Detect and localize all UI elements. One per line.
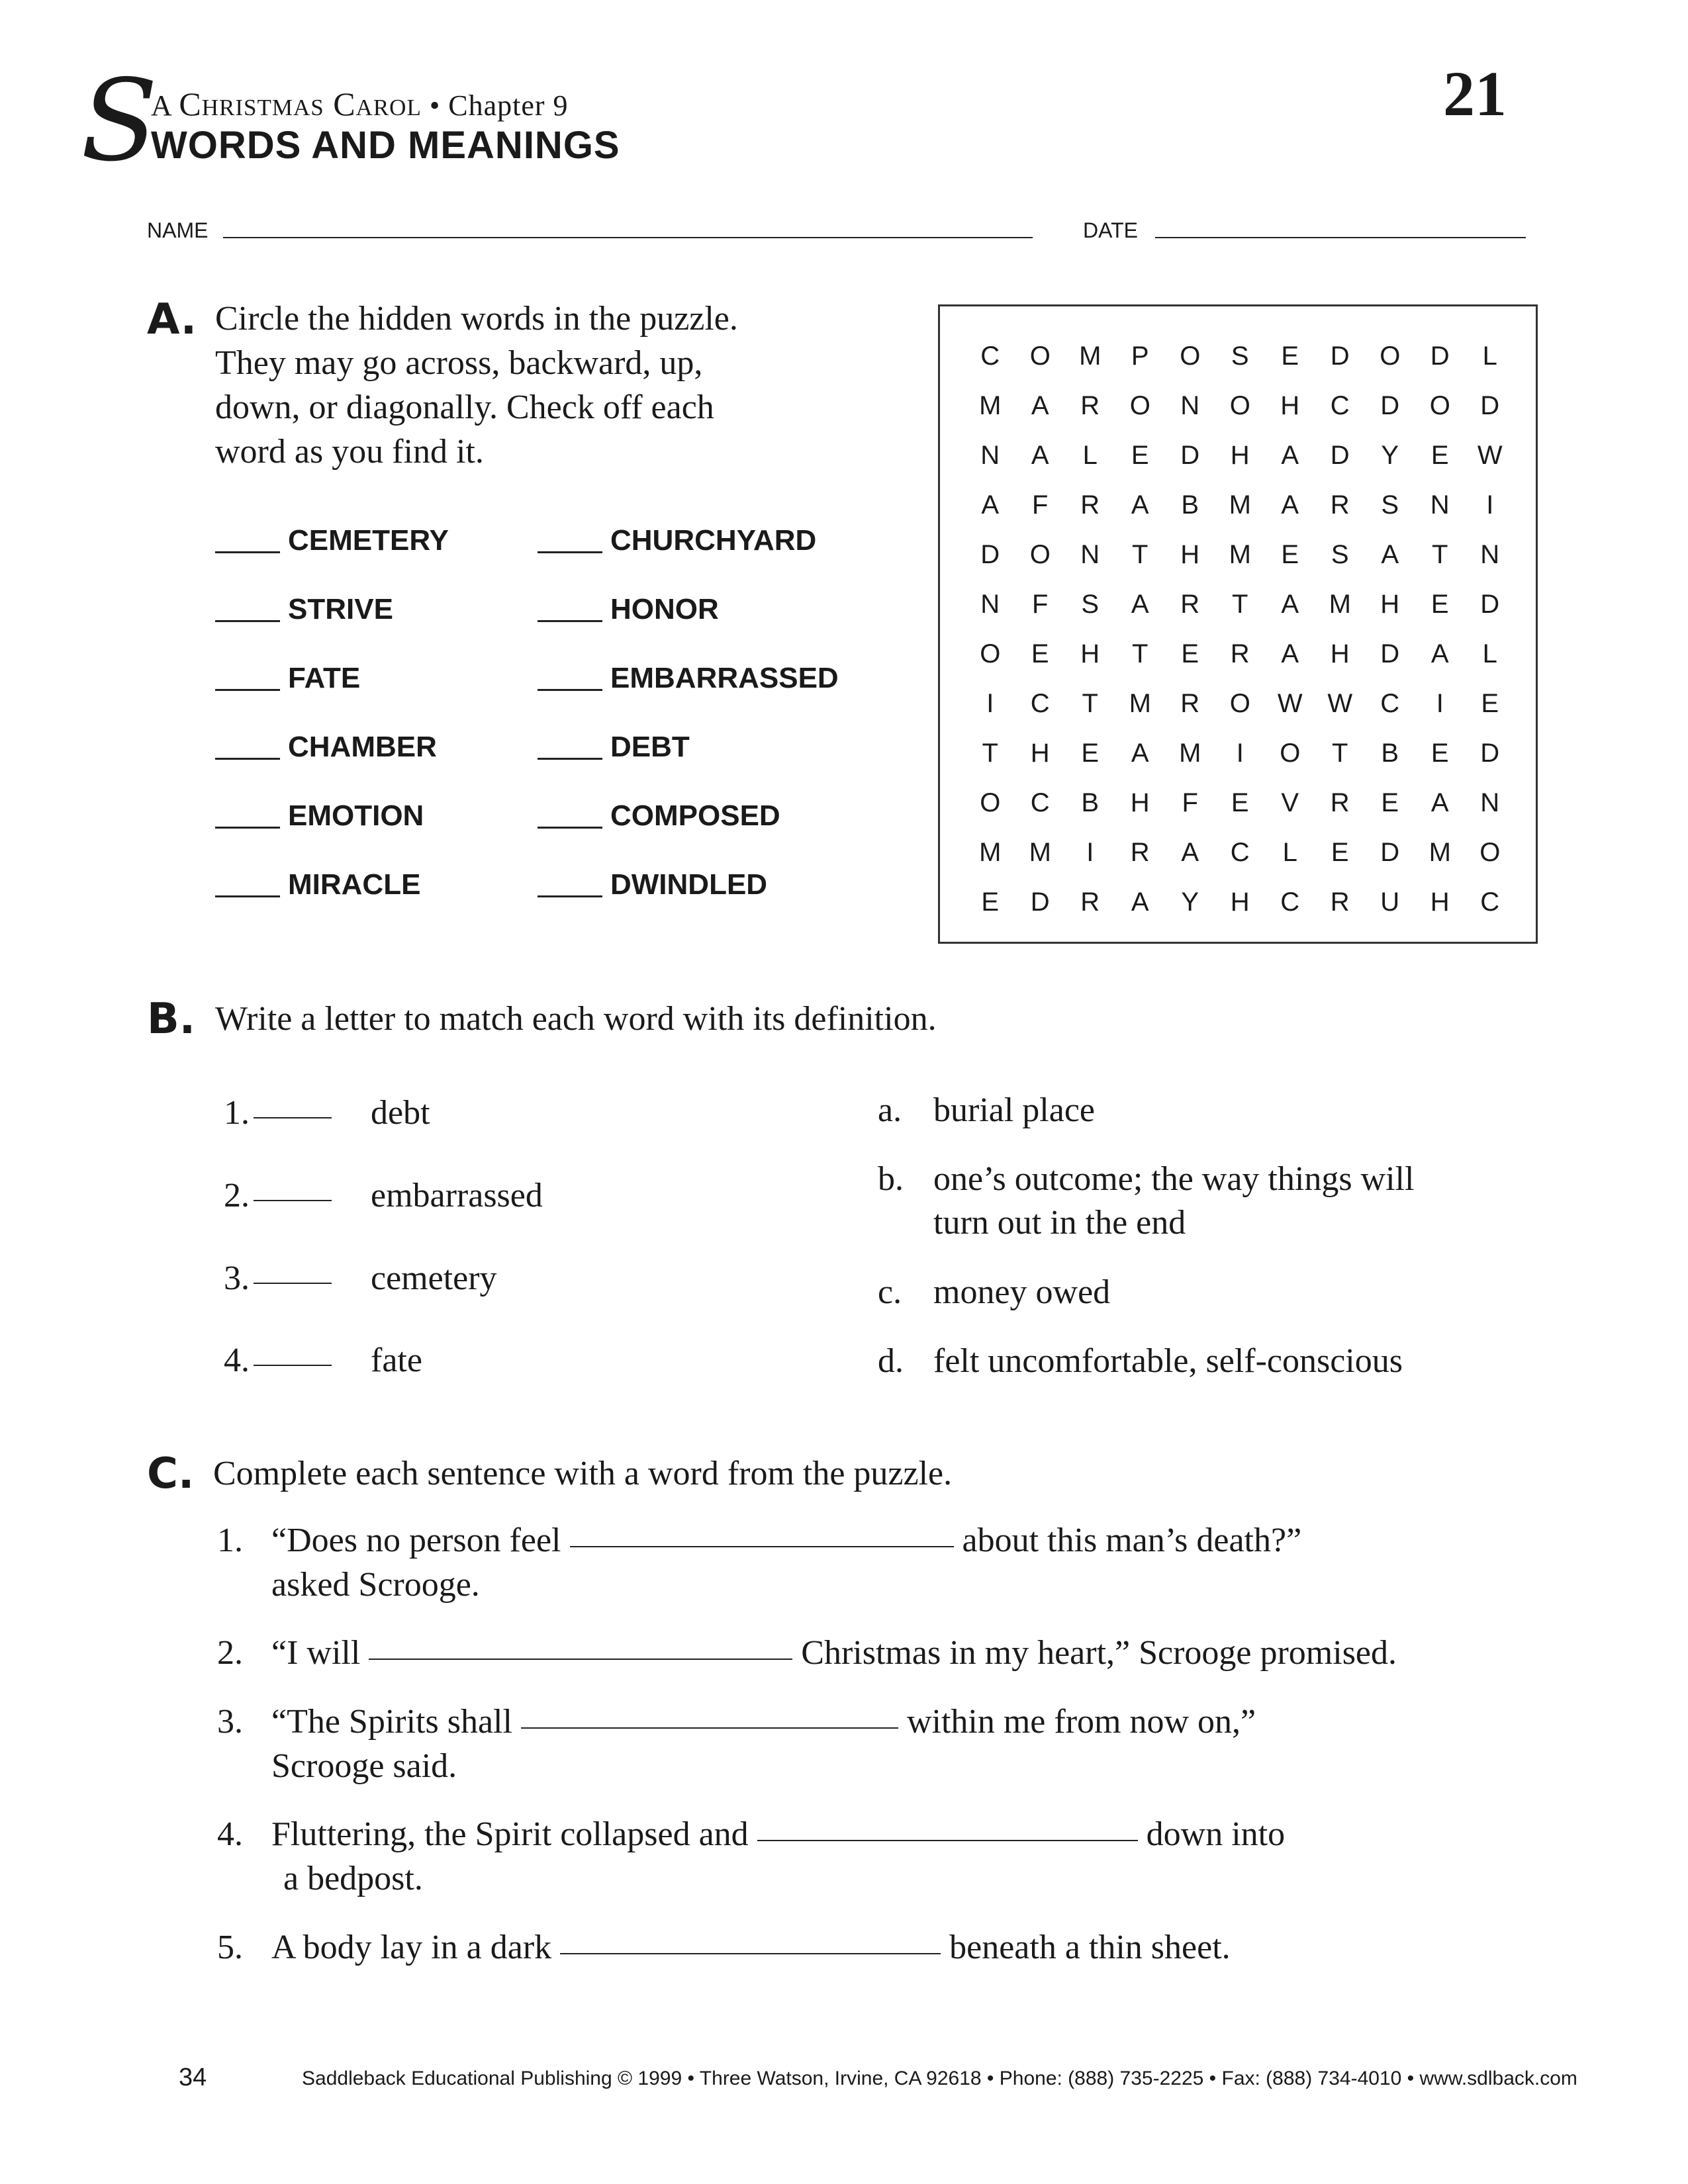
puzzle-cell[interactable]: A	[1181, 838, 1199, 867]
definition-text: one’s outcome; the way things will	[933, 1160, 1415, 1198]
puzzle-cell[interactable]: A	[1430, 639, 1449, 668]
puzzle-cell[interactable]: O	[980, 639, 1001, 668]
puzzle-cell[interactable]: S	[1331, 540, 1349, 569]
section-c-letter: C.	[147, 1449, 195, 1498]
checkbox-blank[interactable]	[538, 551, 602, 553]
sentence	[271, 1812, 1285, 1856]
sentence	[271, 1518, 1301, 1563]
puzzle-cell[interactable]: A	[1131, 739, 1149, 768]
puzzle-cell[interactable]: N	[980, 441, 1000, 470]
puzzle-cell[interactable]: M	[1029, 838, 1051, 867]
sentence-text: Christmas in my heart,” Scrooge promised.	[801, 1634, 1397, 1672]
answer-blank[interactable]	[254, 1365, 332, 1366]
puzzle-cell[interactable]: D	[1480, 391, 1500, 420]
puzzle-cell[interactable]: M	[1329, 590, 1351, 619]
answer-blank[interactable]	[254, 1283, 332, 1284]
puzzle-cell[interactable]: C	[980, 341, 1000, 371]
puzzle-cell[interactable]: A	[1131, 887, 1149, 917]
puzzle-cell[interactable]: E	[1430, 441, 1449, 470]
puzzle-cell[interactable]: F	[1032, 590, 1049, 619]
puzzle-cell[interactable]: N	[980, 590, 1000, 619]
match-word: cemetery	[371, 1259, 497, 1297]
word-list-left	[215, 524, 449, 901]
puzzle-cell[interactable]: A	[1281, 441, 1299, 470]
title-separator: •	[421, 89, 449, 122]
answer-blank[interactable]	[560, 1953, 941, 1954]
puzzle-cell[interactable]: L	[1282, 838, 1297, 867]
puzzle-cell[interactable]: O	[1180, 341, 1201, 371]
word-list-right	[538, 524, 839, 901]
word-item[interactable]	[215, 662, 449, 695]
puzzle-cell[interactable]: O	[1229, 391, 1250, 420]
puzzle-cell[interactable]: H	[1130, 788, 1150, 817]
puzzle-cell[interactable]: H	[1280, 391, 1300, 420]
match-item	[224, 1093, 336, 1132]
book-title: Christmas Carol	[179, 85, 422, 122]
puzzle-cell[interactable]: A	[981, 490, 1000, 520]
sentence-text: asked Scrooge.	[271, 1566, 480, 1604]
puzzle-cell[interactable]: E	[1081, 739, 1100, 768]
puzzle-cell[interactable]: A	[1281, 490, 1299, 520]
answer-blank[interactable]	[757, 1840, 1138, 1841]
word-item[interactable]	[538, 593, 839, 626]
puzzle-cell[interactable]: E	[1481, 689, 1499, 718]
answer-blank[interactable]	[254, 1200, 332, 1201]
worksheet-title: WORDS AND MEANINGS	[151, 124, 620, 167]
word-item[interactable]	[215, 799, 449, 833]
puzzle-cell[interactable]: H	[1380, 590, 1400, 619]
puzzle-cell[interactable]: M	[1079, 341, 1102, 371]
puzzle-cell[interactable]: A	[1281, 639, 1299, 668]
word-label: FATE	[288, 662, 361, 694]
puzzle-cell[interactable]: F	[1182, 788, 1198, 817]
checkbox-blank[interactable]	[538, 620, 602, 622]
puzzle-cell[interactable]: D	[1380, 391, 1400, 420]
puzzle-cell[interactable]: D	[1430, 341, 1450, 371]
puzzle-cell[interactable]: R	[1330, 887, 1350, 917]
puzzle-cell[interactable]: E	[1131, 441, 1149, 470]
puzzle-cell[interactable]: S	[1231, 341, 1249, 371]
puzzle-cell[interactable]: T	[1132, 639, 1149, 668]
definition-text: money owed	[933, 1273, 1111, 1311]
puzzle-cell[interactable]: D	[1480, 739, 1500, 768]
puzzle-cell[interactable]: N	[1480, 540, 1500, 569]
puzzle-cell[interactable]: A	[1430, 788, 1449, 817]
section-c-instructions: Complete each sentence with a word from the puzzle.	[213, 1455, 953, 1492]
puzzle-cell[interactable]: R	[1080, 490, 1100, 520]
puzzle-cell[interactable]: H	[1330, 639, 1350, 668]
sentence-text: down into	[1146, 1815, 1286, 1853]
instruction-line: down, or diagonally. Check off each	[215, 388, 714, 426]
puzzle-cell[interactable]: C	[1280, 887, 1300, 917]
puzzle-cell[interactable]: R	[1130, 838, 1150, 867]
puzzle-cell[interactable]: A	[1031, 441, 1049, 470]
instruction-line: Circle the hidden words in the puzzle.	[215, 300, 738, 338]
sentence-number: 3.	[217, 1703, 243, 1741]
match-word: fate	[371, 1342, 422, 1379]
checkbox-blank[interactable]	[215, 689, 280, 691]
answer-blank[interactable]	[570, 1546, 954, 1547]
puzzle-cell[interactable]: S	[1081, 590, 1100, 619]
word-item[interactable]	[538, 799, 839, 833]
name-field[interactable]	[223, 237, 1033, 238]
answer-blank[interactable]	[521, 1727, 898, 1729]
puzzle-cell[interactable]: C	[1330, 391, 1350, 420]
puzzle-cell[interactable]: H	[1180, 540, 1200, 569]
definition-letter: b.	[878, 1160, 904, 1198]
match-item	[224, 1341, 336, 1380]
word-label: DWINDLED	[610, 868, 768, 901]
puzzle-cell[interactable]: R	[1330, 490, 1350, 520]
item-number: 1.	[224, 1094, 250, 1132]
checkbox-blank[interactable]	[215, 551, 280, 553]
definition-text: turn out in the end	[933, 1204, 1186, 1242]
word-search-puzzle	[938, 304, 1538, 944]
puzzle-cell[interactable]: E	[1430, 739, 1449, 768]
puzzle-cell[interactable]: E	[1430, 590, 1449, 619]
puzzle-grid[interactable]	[965, 332, 1515, 927]
sentence-text: “Does no person feel	[271, 1522, 561, 1559]
puzzle-cell[interactable]: D	[980, 540, 1000, 569]
word-item[interactable]	[215, 524, 449, 557]
series-logo: S	[81, 56, 158, 187]
sentence-number: 4.	[217, 1815, 243, 1853]
puzzle-cell[interactable]: A	[1281, 590, 1299, 619]
definition-text: burial place	[933, 1091, 1095, 1129]
definition-letter: d.	[878, 1342, 904, 1380]
item-number: 3.	[224, 1259, 250, 1297]
answer-blank[interactable]	[254, 1117, 332, 1118]
sentence-text: a bedpost.	[283, 1860, 423, 1897]
puzzle-cell[interactable]: B	[1381, 739, 1399, 768]
puzzle-cell[interactable]: R	[1230, 639, 1250, 668]
puzzle-cell[interactable]: C	[1030, 788, 1050, 817]
sentence-text: “The Spirits shall	[271, 1703, 512, 1741]
instruction-line: They may go across, backward, up,	[215, 344, 703, 382]
puzzle-cell[interactable]: B	[1181, 490, 1199, 520]
sentence-text: Scrooge said.	[271, 1747, 457, 1785]
puzzle-cell[interactable]: D	[1380, 639, 1400, 668]
checkbox-blank[interactable]	[215, 827, 280, 829]
puzzle-cell[interactable]: D	[1380, 838, 1400, 867]
puzzle-cell[interactable]: W	[1277, 689, 1303, 718]
puzzle-cell[interactable]: O	[980, 788, 1001, 817]
puzzle-cell[interactable]: T	[1432, 540, 1448, 569]
checkbox-blank[interactable]	[538, 758, 602, 760]
item-number: 2.	[224, 1177, 250, 1214]
puzzle-cell[interactable]: I	[1086, 838, 1094, 867]
puzzle-cell[interactable]: R	[1080, 391, 1100, 420]
checkbox-blank[interactable]	[538, 689, 602, 691]
word-item[interactable]	[538, 524, 839, 557]
sentence-text: within me from now on,”	[906, 1703, 1256, 1741]
checkbox-blank[interactable]	[538, 827, 602, 829]
word-label: STRIVE	[288, 593, 393, 625]
puzzle-cell[interactable]: H	[1080, 639, 1100, 668]
sentence	[271, 1925, 1231, 1970]
puzzle-cell[interactable]: I	[986, 689, 994, 718]
puzzle-cell[interactable]: A	[1381, 540, 1399, 569]
puzzle-cell[interactable]: O	[1029, 341, 1051, 371]
match-item	[224, 1176, 336, 1215]
puzzle-cell[interactable]: T	[982, 739, 998, 768]
match-word: debt	[371, 1094, 430, 1132]
puzzle-cell[interactable]: N	[1430, 490, 1450, 520]
puzzle-cell[interactable]: T	[1132, 540, 1149, 569]
word-label: COMPOSED	[610, 799, 780, 832]
puzzle-cell[interactable]: D	[1330, 341, 1350, 371]
puzzle-cell[interactable]: S	[1381, 490, 1399, 520]
puzzle-cell[interactable]: Y	[1181, 887, 1199, 917]
puzzle-cell[interactable]: M	[1229, 540, 1251, 569]
word-label: MIRACLE	[288, 868, 421, 901]
puzzle-cell[interactable]: C	[1030, 689, 1050, 718]
puzzle-cell[interactable]: L	[1482, 639, 1497, 668]
puzzle-cell[interactable]: E	[1381, 788, 1399, 817]
series-prefix: A	[151, 89, 179, 122]
word-item[interactable]	[538, 662, 839, 695]
word-item[interactable]	[538, 868, 839, 901]
sentence-number: 2.	[217, 1634, 243, 1672]
puzzle-cell[interactable]: M	[1179, 739, 1201, 768]
puzzle-cell[interactable]: R	[1180, 689, 1200, 718]
date-field[interactable]	[1155, 237, 1526, 238]
word-item[interactable]	[538, 731, 839, 764]
puzzle-cell[interactable]: O	[1029, 540, 1051, 569]
puzzle-cell[interactable]: I	[1486, 490, 1494, 520]
puzzle-cell[interactable]: M	[1129, 689, 1151, 718]
puzzle-cell[interactable]: R	[1180, 590, 1200, 619]
puzzle-cell[interactable]: R	[1330, 788, 1350, 817]
instruction-line: word as you find it.	[215, 433, 484, 471]
puzzle-cell[interactable]: D	[1480, 590, 1500, 619]
puzzle-cell[interactable]: L	[1482, 341, 1497, 371]
puzzle-cell[interactable]: I	[1236, 739, 1244, 768]
puzzle-cell[interactable]: D	[1330, 441, 1350, 470]
word-label: CHURCHYARD	[610, 524, 817, 557]
puzzle-cell[interactable]: U	[1380, 887, 1400, 917]
sentence	[271, 1631, 1397, 1675]
puzzle-cell[interactable]: C	[1380, 689, 1400, 718]
puzzle-cell[interactable]: H	[1030, 739, 1050, 768]
word-label: EMOTION	[288, 799, 424, 832]
word-label: CHAMBER	[288, 731, 437, 763]
puzzle-cell[interactable]: W	[1477, 441, 1503, 470]
word-label: CEMETERY	[288, 524, 449, 557]
puzzle-cell[interactable]: E	[1181, 639, 1199, 668]
sentence-text: “I will	[271, 1634, 361, 1672]
puzzle-cell[interactable]: P	[1131, 341, 1149, 371]
puzzle-cell[interactable]: O	[1229, 689, 1250, 718]
word-item[interactable]	[215, 593, 449, 626]
puzzle-cell[interactable]: O	[1380, 341, 1401, 371]
puzzle-cell[interactable]: O	[1129, 391, 1150, 420]
puzzle-cell[interactable]: H	[1230, 441, 1250, 470]
definition-letter: a.	[878, 1091, 902, 1129]
sentence-number: 5.	[217, 1929, 243, 1966]
checkbox-blank[interactable]	[215, 620, 280, 622]
puzzle-cell[interactable]: N	[1180, 391, 1200, 420]
sentence	[271, 1700, 1256, 1744]
puzzle-cell[interactable]: E	[1281, 540, 1299, 569]
puzzle-cell[interactable]: R	[1080, 887, 1100, 917]
answer-blank[interactable]	[369, 1659, 792, 1660]
puzzle-cell[interactable]: E	[1231, 788, 1249, 817]
name-label: NAME	[147, 218, 209, 242]
match-word: embarrassed	[371, 1177, 543, 1214]
puzzle-cell[interactable]: T	[1082, 689, 1098, 718]
puzzle-cell[interactable]: Y	[1381, 441, 1399, 470]
puzzle-cell[interactable]: M	[1229, 490, 1251, 520]
word-label: DEBT	[610, 731, 690, 763]
puzzle-cell[interactable]: E	[1331, 838, 1349, 867]
puzzle-cell[interactable]: N	[1080, 540, 1100, 569]
puzzle-cell[interactable]: T	[1232, 590, 1248, 619]
checkbox-blank[interactable]	[215, 895, 280, 897]
puzzle-cell[interactable]: A	[1031, 391, 1049, 420]
puzzle-cell[interactable]: D	[1180, 441, 1200, 470]
puzzle-cell[interactable]: A	[1131, 590, 1149, 619]
puzzle-cell[interactable]: W	[1327, 689, 1353, 718]
puzzle-cell[interactable]: O	[1280, 739, 1301, 768]
footer-publisher: Saddleback Educational Publishing © 1999 • Three Watson, Irvine, CA 92618 • Phone: (888) 735-2225 • Fax: (888) 734-4010 • www.sdlback.com	[302, 2068, 1577, 2089]
puzzle-cell[interactable]: H	[1230, 887, 1250, 917]
date-label: DATE	[1083, 218, 1138, 242]
puzzle-cell[interactable]: L	[1082, 441, 1098, 470]
checkbox-blank[interactable]	[538, 895, 602, 897]
item-number: 4.	[224, 1342, 250, 1379]
puzzle-cell[interactable]: E	[1031, 639, 1049, 668]
definition-text: felt uncomfortable, self-conscious	[933, 1342, 1403, 1380]
sentence-text: beneath a thin sheet.	[949, 1929, 1231, 1966]
sentence-text: A body lay in a dark	[271, 1929, 552, 1966]
checkbox-blank[interactable]	[215, 758, 280, 760]
sentence-text: Fluttering, the Spirit collapsed and	[271, 1815, 749, 1853]
puzzle-cell[interactable]: N	[1480, 788, 1500, 817]
word-item[interactable]	[215, 731, 449, 764]
puzzle-cell[interactable]: I	[1436, 689, 1444, 718]
series-title	[151, 85, 569, 123]
puzzle-cell[interactable]: D	[1030, 887, 1050, 917]
word-item[interactable]	[215, 868, 449, 901]
chapter-label: Chapter 9	[448, 89, 569, 122]
puzzle-cell[interactable]: F	[1032, 490, 1049, 520]
puzzle-cell[interactable]: M	[979, 391, 1002, 420]
puzzle-cell[interactable]: O	[1479, 838, 1501, 867]
worksheet-number: 21	[1443, 58, 1507, 129]
puzzle-cell[interactable]: C	[1480, 887, 1500, 917]
sentence-number: 1.	[217, 1522, 243, 1559]
puzzle-cell[interactable]: M	[979, 838, 1002, 867]
puzzle-cell[interactable]: E	[1281, 341, 1299, 371]
puzzle-cell[interactable]: C	[1230, 838, 1250, 867]
footer-page-number: 34	[179, 2064, 207, 2091]
puzzle-cell[interactable]: V	[1281, 788, 1299, 817]
puzzle-cell[interactable]: B	[1081, 788, 1100, 817]
word-label: HONOR	[610, 593, 719, 625]
match-item	[224, 1259, 336, 1298]
puzzle-cell[interactable]: O	[1429, 391, 1450, 420]
puzzle-cell[interactable]: A	[1131, 490, 1149, 520]
puzzle-cell[interactable]: E	[981, 887, 1000, 917]
section-a-instructions	[215, 296, 738, 474]
sentence-text: about this man’s death?”	[962, 1522, 1302, 1559]
section-a-letter: A.	[147, 295, 197, 344]
puzzle-cell[interactable]: M	[1429, 838, 1451, 867]
section-b-letter: B.	[147, 995, 196, 1044]
word-label: EMBARRASSED	[610, 662, 839, 694]
puzzle-cell[interactable]: H	[1430, 887, 1450, 917]
section-b-instructions: Write a letter to match each word with its definition.	[215, 1000, 937, 1038]
definition-letter: c.	[878, 1273, 902, 1311]
puzzle-cell[interactable]: T	[1332, 739, 1348, 768]
